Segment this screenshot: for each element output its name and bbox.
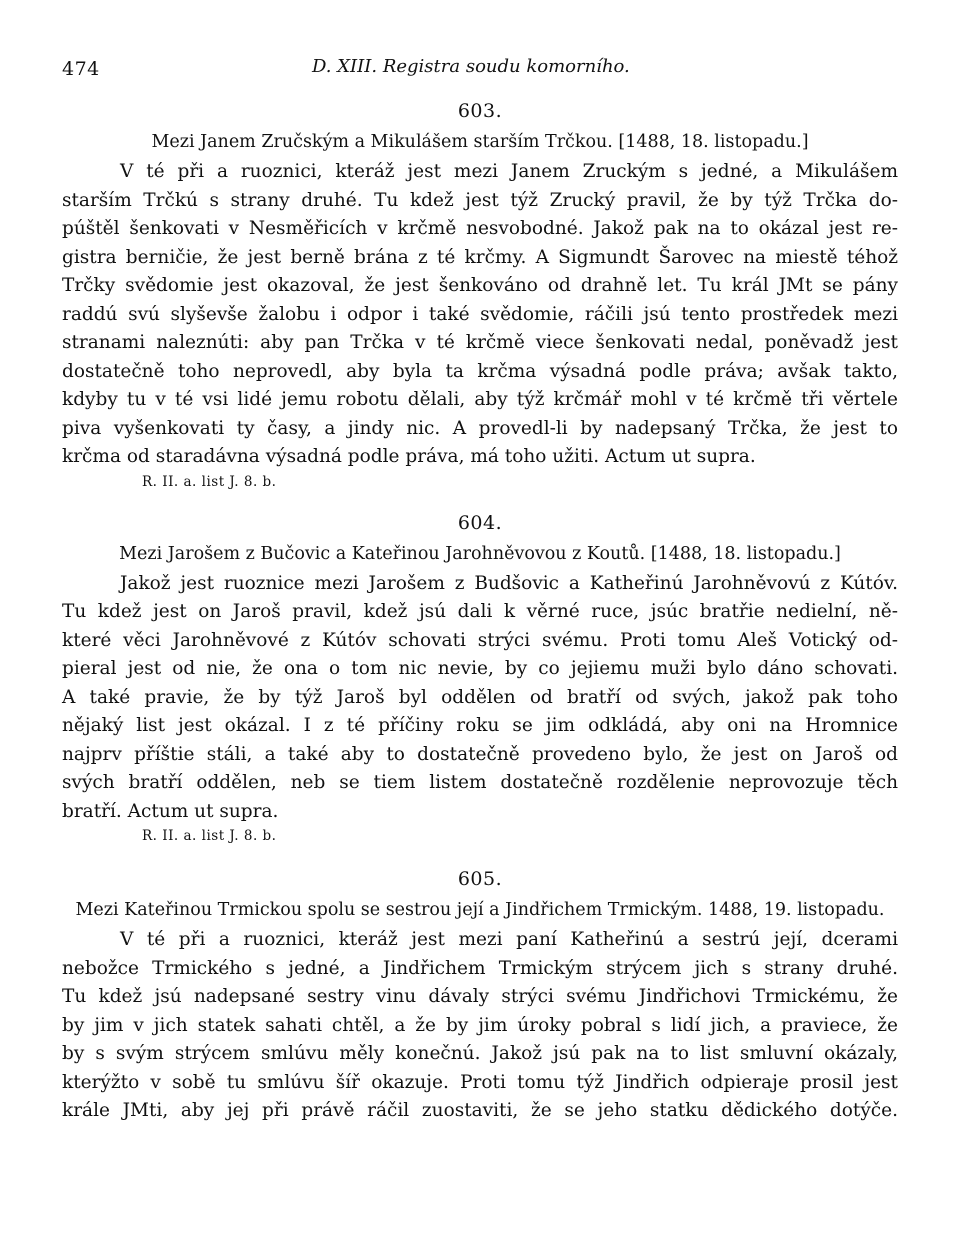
- text-line: krčma od staradávna výsadná podle práva, má toho užiti. Actum ut supra.: [62, 446, 756, 467]
- entry-title: Mezi Kateřinou Trmickou spolu se sestrou její a Jindřichem Trmickým. 1488, 19. listopadu.: [75, 900, 885, 920]
- text-line: Jakož jest ruoznice mezi Jarošem z Budšovic a Katheřinú Jarohněvovú z Kútóv.: [120, 572, 898, 594]
- text-line: které věci Jarohněvové z Kútóv schovati strýci svému. Proti tomu Aleš Votický od-: [62, 629, 898, 651]
- entry-603: [62, 100, 898, 490]
- text-line: raddú svú slyševše žalobu i odpor i také svědomie, ráčili jsú tento prostředek mezi: [62, 303, 898, 325]
- entry-body: [62, 570, 898, 827]
- text-line: svých bratří oddělen, neb se tiem listem dostatečně rozdělenie neprovozuje těch: [62, 772, 898, 793]
- text-line: krále JMti, aby jej při právě ráčil zuostaviti, že se jeho statku dědického dotýče.: [62, 1100, 898, 1121]
- text-line: by jim v jich statek sahati chtěl, a že by jim úroky pobral s lidí jich, a praviece, že: [62, 1014, 898, 1036]
- document-page: [62, 50, 898, 1126]
- text-line: dostatečně toho neprovedl, aby byla ta krčma výsadná podle práva; avšak takto,: [62, 360, 898, 382]
- text-line: pieral jest od nie, že ona o tom nic nevie, by co jejiemu muži bylo dáno schovati.: [62, 658, 898, 679]
- text-line: Trčky svědomie jest okazoval, že jest šenkováno od drahně let. Tu král JMt se pány: [62, 275, 898, 296]
- text-line: nebožce Trmického s jedné, a Jindřichem Trmickým strýcem jich s strany druhé.: [62, 957, 898, 979]
- source-reference: R. II. a. list J. 8. b.: [142, 473, 277, 490]
- text-line: Tu kdež jsú nadepsané sestry vinu dávaly strýci svému Jindřichovi Trmickému, že: [62, 986, 898, 1007]
- entry-number: 605.: [457, 868, 503, 890]
- text-line: gistra berničie, že jest berně brána z té krčmy. A Sigmundt Šarovec na miestě téhož: [62, 246, 898, 268]
- entry-body: [62, 926, 898, 1126]
- text-line: V té při a ruoznici, kteráž jest mezi Janem Zruckým s jedné, a Mikulášem: [120, 161, 898, 182]
- entry-number: 604.: [457, 511, 503, 534]
- text-line: najprv příštie stáli, a také aby to dostatečně provedeno bylo, že jest on Jaroš od: [62, 743, 898, 765]
- text-line: kterýžto v sobě tu smlúvu šíř okazuje. Proti tomu týž Jindřich odpieraje prosil jest: [62, 1071, 898, 1093]
- text-line: by s svým strýcem smlúvu měly konečnú. Jakož jsú pak na to list smluvní okázaly,: [62, 1043, 898, 1064]
- text-line: nějaký list jest okázal. I z té příčiny roku se jim odkládá, aby oni na Hromnice: [62, 715, 898, 736]
- text-line: Tu kdež jest on Jaroš pravil, kdež jsú dali k věrné ruce, jsúc bratřie nedielní, ně-: [62, 601, 898, 622]
- text-line: starším Trčkú s strany druhé. Tu kdež jest týž Zrucký pravil, že by týž Trčka do-: [62, 189, 898, 211]
- text-line: púštěl šenkovati v Nesměřicích v krčmě nesvobodné. Jakož pak na to okázal jest re-: [62, 218, 898, 239]
- page-number: 474: [62, 58, 100, 80]
- entry-number: 603.: [457, 100, 503, 122]
- text-line: kdyby tu v té vsi lidé jemu robotu dělali, aby týž krčmář mohl v té krčmě tři věrtele: [62, 389, 898, 410]
- entry-title: Mezi Janem Zručským a Mikulášem starším Trčkou. [1488, 18. listopadu.]: [151, 132, 809, 152]
- running-title: D. XIII. Registra soudu komorního.: [312, 56, 630, 77]
- text-line: A také pravie, že by týž Jaroš byl oddělen od bratří od svých, jakož pak toho: [62, 686, 898, 708]
- page-header: [62, 50, 898, 90]
- entry-body: [62, 158, 898, 472]
- text-line: bratří. Actum ut supra.: [62, 800, 279, 822]
- entry-604: [62, 512, 898, 845]
- text-line: stranami naleznúti: aby pan Trčka v té krčmě viece šenkovati nedal, poněvadž jest: [62, 332, 898, 353]
- entry-title: Mezi Jarošem z Bučovic a Kateřinou Jarohněvovou z Koutů. [1488, 18. listopadu.]: [119, 543, 841, 564]
- text-line: piva vyšenkovati ty časy, a jindy nic. A provedl-li by nadepsaný Trčka, že jest to: [62, 417, 898, 439]
- entry-605: [62, 868, 898, 1126]
- text-line: V té při a ruoznici, kteráž jest mezi paní Katheřinú a sestrú její, dcerami: [120, 929, 898, 950]
- source-reference: R. II. a. list J. 8. b.: [142, 828, 277, 844]
